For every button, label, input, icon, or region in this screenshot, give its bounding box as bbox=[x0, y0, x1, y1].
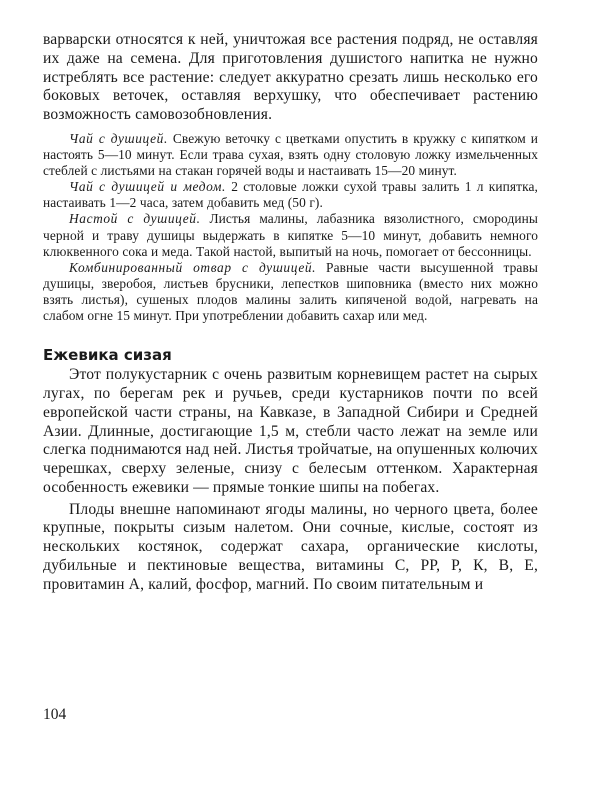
recipe-tea-oregano bbox=[43, 131, 538, 179]
recipe-text: Равные части высушенной травы душицы, зверобоя, листьев брусники, лепестков шиповника (вместо них можно взять листья), сушеных плодов малины залить кипяченой водой, нагревать на слабом огне 15 минут. При употреблении добавить сахар или мед. bbox=[43, 259, 538, 324]
recipe-text: Свежую веточку с цветками опустить в кружку с кипятком и настоять 5—10 минут. Если трава сухая, взять одну столовую ложку измельченных стеблей с листьями на стакан горячей воды и настаивать 15—20 минут. bbox=[43, 130, 538, 179]
recipe-text: 2 столовые ложки сухой травы залить 1 л кипятка, настаивать 1—2 часа, затем добавить мед (50 г). bbox=[43, 179, 538, 211]
page-number: 104 bbox=[43, 706, 67, 723]
section-heading: Ежевика сизая bbox=[43, 346, 172, 365]
recipe-title: Чай с душицей. bbox=[69, 130, 168, 146]
recipe-title: Настой с душицей. bbox=[69, 211, 201, 227]
intro-paragraph: варварски относятся к ней, уничтожая все растения подряд, не оставляя их даже на семена. Для приготовления душистого напитка не нужно истреблять все растение: следует аккуратно срезать лишь несколько его боковых веточек, оставляя верхушку, что обеспечивает растению возможность самовозобновления. bbox=[43, 31, 538, 124]
recipe-infusion-oregano bbox=[43, 211, 538, 259]
recipe-tea-oregano-honey bbox=[43, 179, 538, 211]
section-body bbox=[43, 366, 538, 595]
book-page bbox=[43, 31, 538, 595]
section-paragraph: Этот полукустарник с очень развитым корневищем растет на сырых лугах, по берегам рек и ручьев, среди кустарников почти по всей европейской части страны, на Кавказе, в Западной Сибири и Средней Азии. Длинные, достигающие 1,5 м, стебли часто лежат на земле или слегка поднимаются над ней. Листья тройчатые, на опушенных колючих черешках, сверху зеленые, снизу с белесым оттенком. Характерная особенность ежевики — прямые тонкие шипы на побегах. bbox=[43, 366, 538, 496]
recipe-title: Комбинированный отвар с душицей. bbox=[69, 259, 317, 275]
recipe-title: Чай с душицей и медом. bbox=[69, 179, 226, 195]
recipe-text: Листья малины, лабазника вязолистного, смородины черной и траву душицы выдержать в кипятке 5—10 минут, добавить немного клюквенного сока и меда. Такой настой, выпитый на ночь, помогает от бессонницы. bbox=[43, 211, 538, 259]
section-paragraph: Плоды внешне напоминают ягоды малины, но черного цвета, более крупные, покрыты сизым налетом. Они сочные, кислые, состоят из нескольких костянок, содержат сахара, органические кислоты, дубильные и пектиновые вещества, витамины С, РР, Р, К, В, Е, провитамин А, калий, фосфор, магний. По своим питательным и bbox=[43, 500, 538, 593]
recipe-combined-decoction bbox=[43, 260, 538, 324]
recipes-block bbox=[43, 131, 538, 324]
